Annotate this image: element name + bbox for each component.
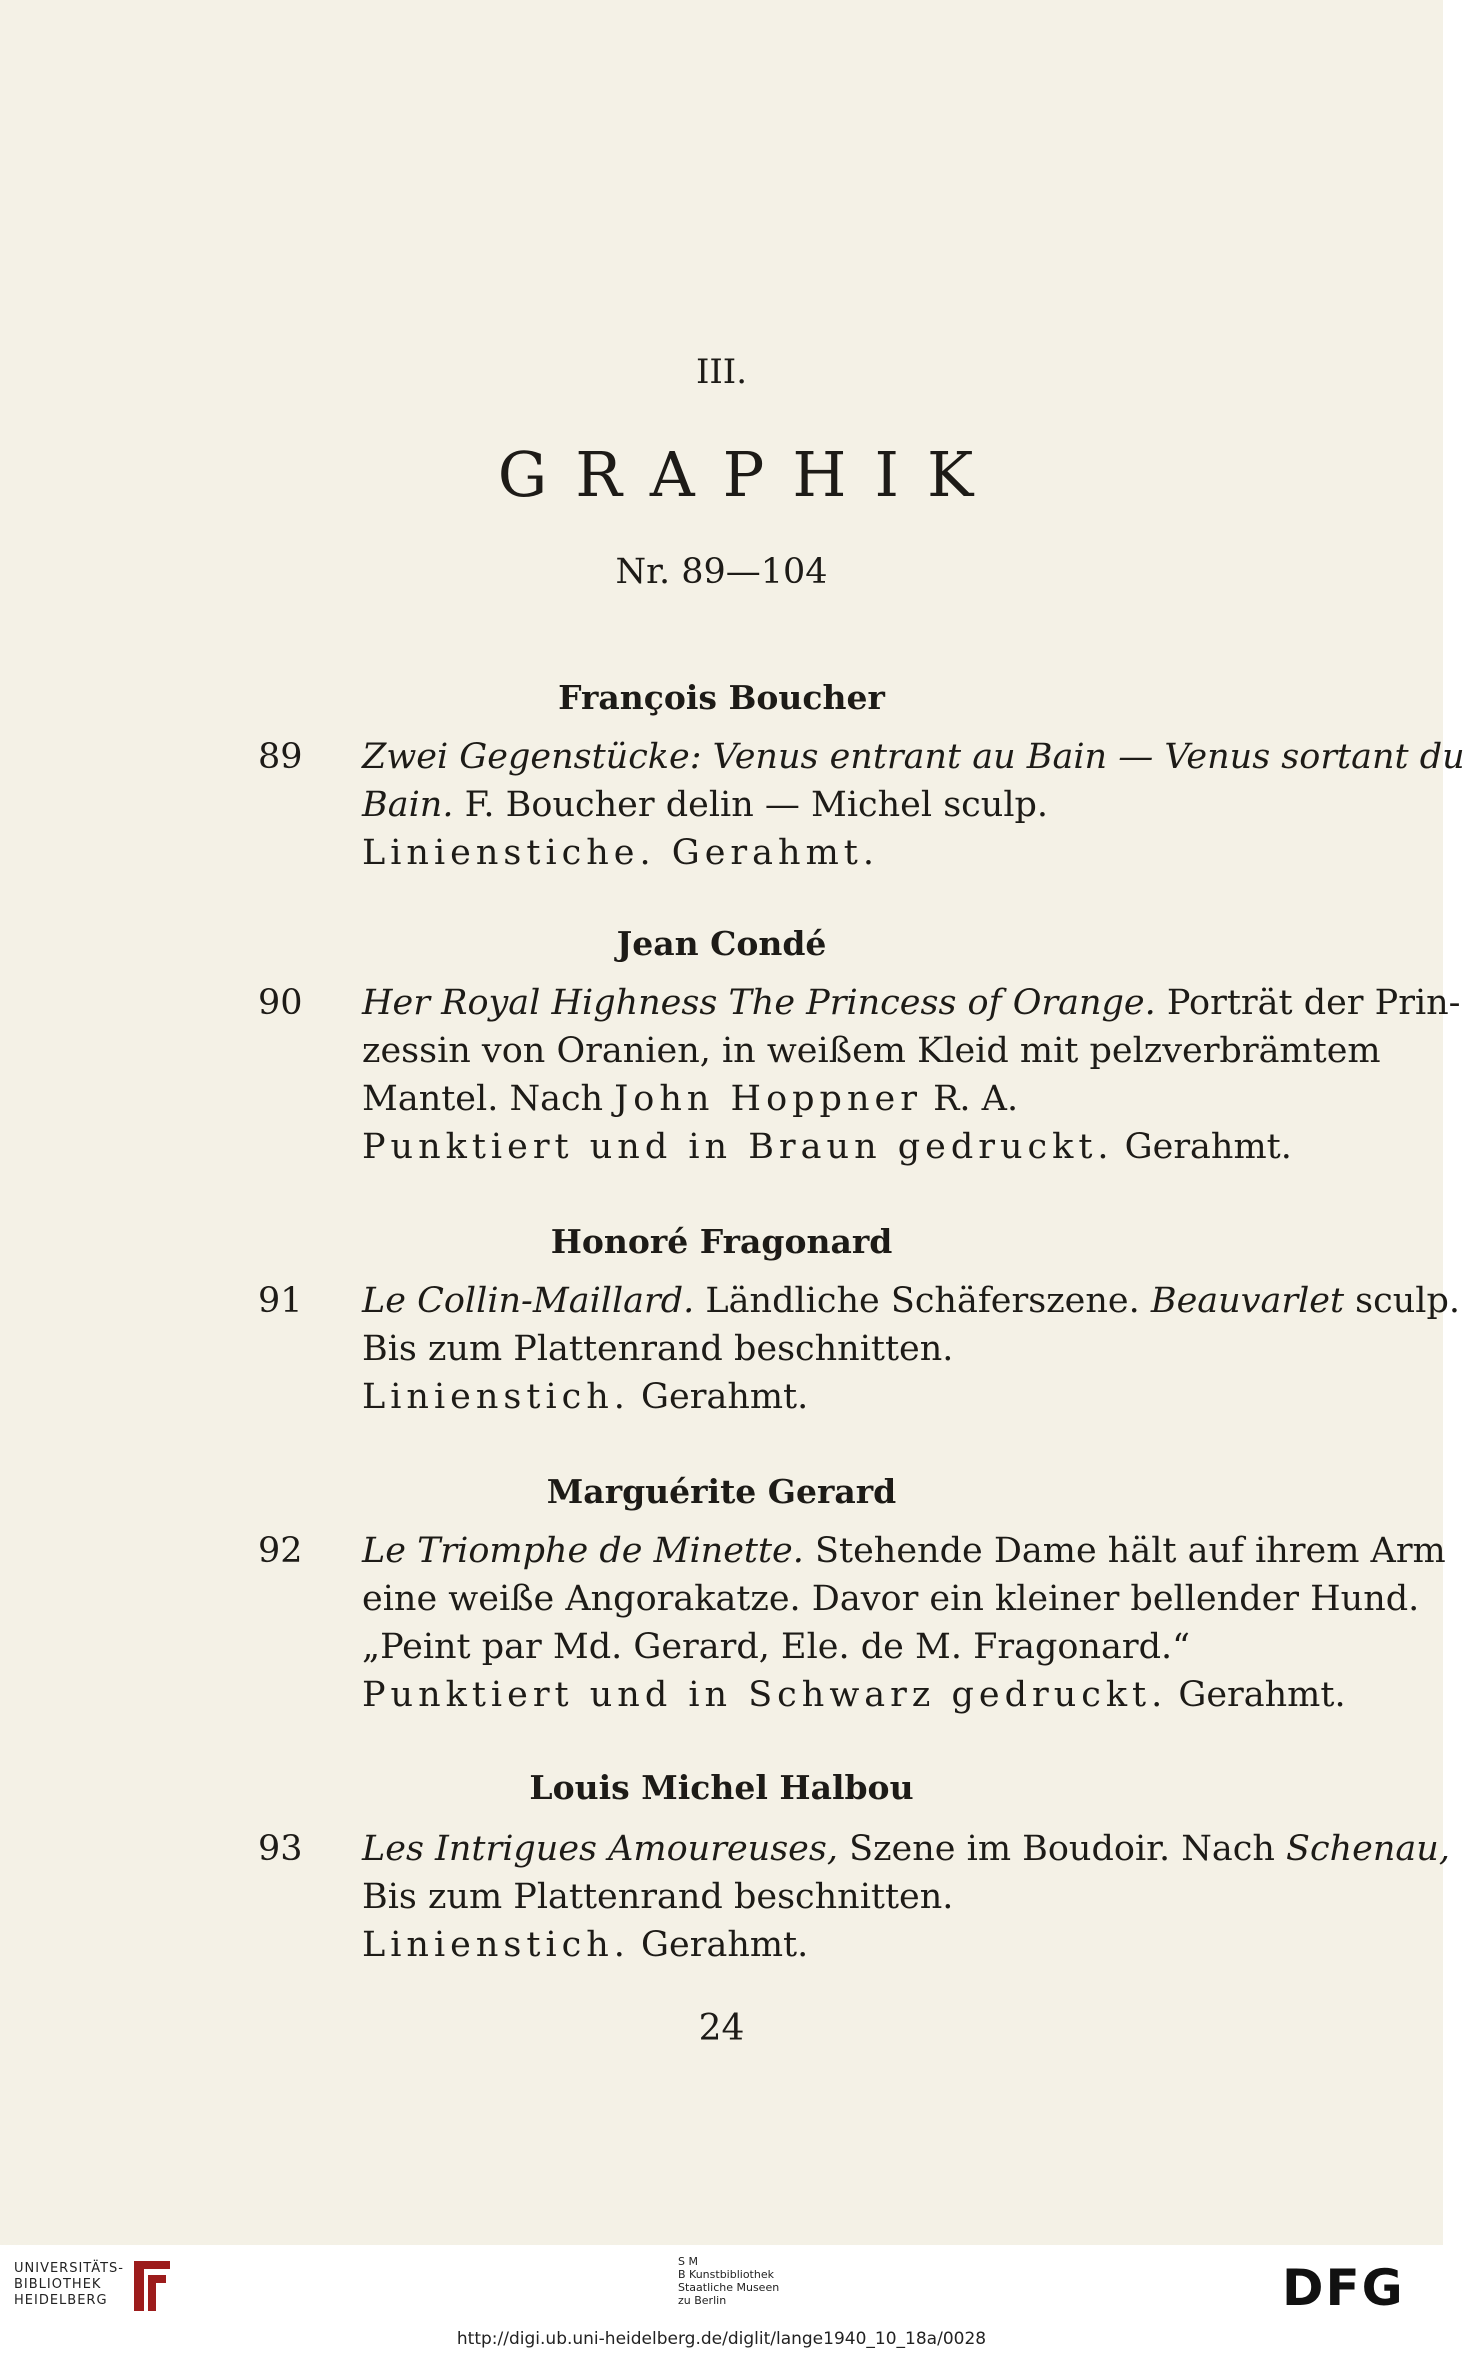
section-range: Nr. 89—104	[615, 552, 828, 592]
library-logo-icon	[128, 2257, 176, 2315]
entry-line: Les Intrigues Amoureuses, Szene im Boudoir. Nach Schenau,	[362, 1829, 1450, 1869]
entry-technique: Linienstich. Gerahmt.	[362, 1377, 809, 1417]
entry-technique: Linienstich. Gerahmt.	[362, 1925, 809, 1965]
artist-heading: François Boucher	[558, 678, 885, 717]
artist-heading: Jean Condé	[616, 924, 827, 963]
page-number: 24	[698, 2008, 745, 2049]
entry-line: Le Triomphe de Minette. Stehende Dame hält auf ihrem Arm	[362, 1531, 1446, 1571]
entry-line: zessin von Oranien, in weißem Kleid mit pelzverbrämtem	[362, 1031, 1381, 1071]
library-name: UNIVERSITÄTS- BIBLIOTHEK HEIDELBERG	[14, 2261, 124, 2308]
entry-number: 92	[258, 1531, 303, 1571]
museum-credit: S M B Kunstbibliothek Staatliche Museen zu Berlin	[678, 2255, 780, 2307]
artist-heading: Honoré Fragonard	[550, 1222, 893, 1261]
section-title: GRAPHIK	[497, 438, 1002, 511]
digitization-footer	[0, 2245, 1443, 2355]
artist-heading: Louis Michel Halbou	[529, 1768, 914, 1807]
entry-number: 89	[258, 737, 303, 777]
entry-title: Zwei Gegenstücke: Venus entrant au Bain — Venus sortant du	[362, 737, 1465, 777]
entry-line: Her Royal Highness The Princess of Orange. Porträt der Prin-	[362, 983, 1461, 1023]
entry-line: Bain. F. Boucher delin — Michel sculp.	[362, 785, 1049, 825]
entry-line: Bis zum Plattenrand beschnitten.	[362, 1877, 954, 1917]
entry-line: Mantel. Nach John Hoppner R. A.	[362, 1079, 1019, 1119]
entry-number: 90	[258, 983, 303, 1023]
section-numeral: III.	[695, 352, 748, 392]
entry-line: Le Collin-Maillard. Ländliche Schäferszene. Beauvarlet sculp.	[362, 1281, 1461, 1321]
dfg-logo: DFG	[1282, 2259, 1405, 2317]
show-through-texture	[520, 130, 920, 160]
entry-line: eine weiße Angorakatze. Davor ein kleiner bellender Hund.	[362, 1579, 1420, 1619]
artist-heading: Marguérite Gerard	[546, 1472, 897, 1511]
entry-technique: Punktiert und in Schwarz gedruckt. Gerahmt.	[362, 1675, 1346, 1715]
entry-line: Bis zum Plattenrand beschnitten.	[362, 1329, 954, 1369]
entry-number: 93	[258, 1829, 303, 1869]
entry-line: „Peint par Md. Gerard, Ele. de M. Fragonard.“	[362, 1627, 1190, 1667]
source-url[interactable]: http://digi.ub.uni-heidelberg.de/diglit/lange1940_10_18a/0028	[456, 2329, 987, 2349]
entry-technique: Punktiert und in Braun gedruckt. Gerahmt.	[362, 1127, 1292, 1167]
entry-number: 91	[258, 1281, 303, 1321]
entry-technique: Linienstiche. Gerahmt.	[362, 833, 879, 873]
